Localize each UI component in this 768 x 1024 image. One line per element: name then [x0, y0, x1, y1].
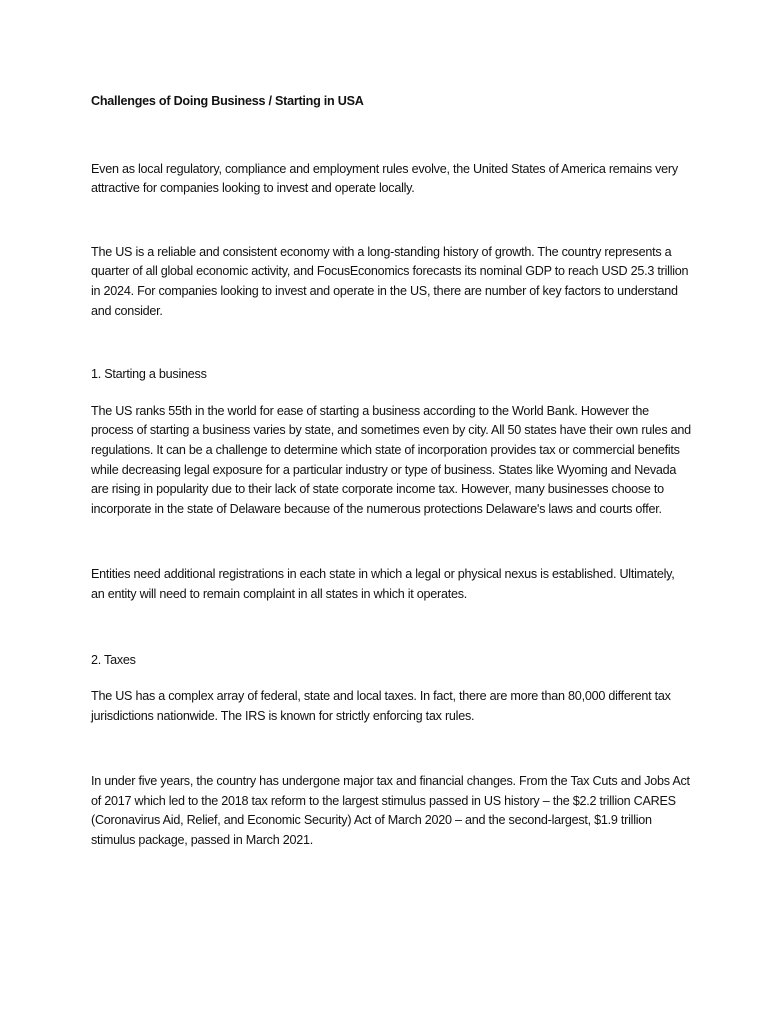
section-2-paragraph-1: The US has a complex array of federal, state and local taxes. In fact, there are more than 80,000 different tax jurisdictions nationwide. The IRS is known for strictly enforcing tax rules. — [91, 689, 671, 723]
intro-paragraph-2: The US is a reliable and consistent economy with a long-standing history of growth. The country represents a quarter of all global economic activity, and FocusEconomics forecasts its nominal GDP to reach USD 25.3 trillion in 2024. For companies looking to invest and operate in the US, there are number of key factors to understand and consider. — [91, 244, 689, 318]
document-title: Challenges of Doing Business / Starting in USA — [91, 94, 364, 108]
section-2-paragraph-2: In under five years, the country has undergone major tax and financial changes. From the Tax Cuts and Jobs Act of 2017 which led to the 2018 tax reform to the largest stimulus passed in US history – the $2.2 trillion CARES (Coronavirus Aid, Relief, and Economic Security) Act of March 2020 – and the second-largest, $1.9 trillion stimulus package, passed in March 2021. — [91, 774, 690, 848]
section-2-heading: 2. Taxes — [91, 652, 136, 667]
section-1-heading: 1. Starting a business — [91, 367, 207, 382]
intro-paragraph-1: Even as local regulatory, compliance and employment rules evolve, the United States of America remains very attractive for companies looking to invest and operate locally. — [91, 161, 678, 196]
document-body — [91, 92, 691, 851]
section-1-paragraph-1: The US ranks 55th in the world for ease of starting a business according to the World Bank. However the process of starting a business varies by state, and sometimes even by city. All 50 states have their own rules and regulations. It can be a challenge to determine which state of incorporation provides tax or commercial benefits while decreasing legal exposure for a particular industry or type of business. States like Wyoming and Nevada are rising in popularity due to their lack of state corporate income tax. However, many businesses choose to incorporate in the state of Delaware because of the numerous protections Delaware's laws and courts offer. — [91, 403, 691, 516]
section-1-paragraph-2: Entities need additional registrations in each state in which a legal or physical nexus is established. Ultimately, an entity will need to remain complaint in all states in which it operates. — [91, 567, 675, 601]
